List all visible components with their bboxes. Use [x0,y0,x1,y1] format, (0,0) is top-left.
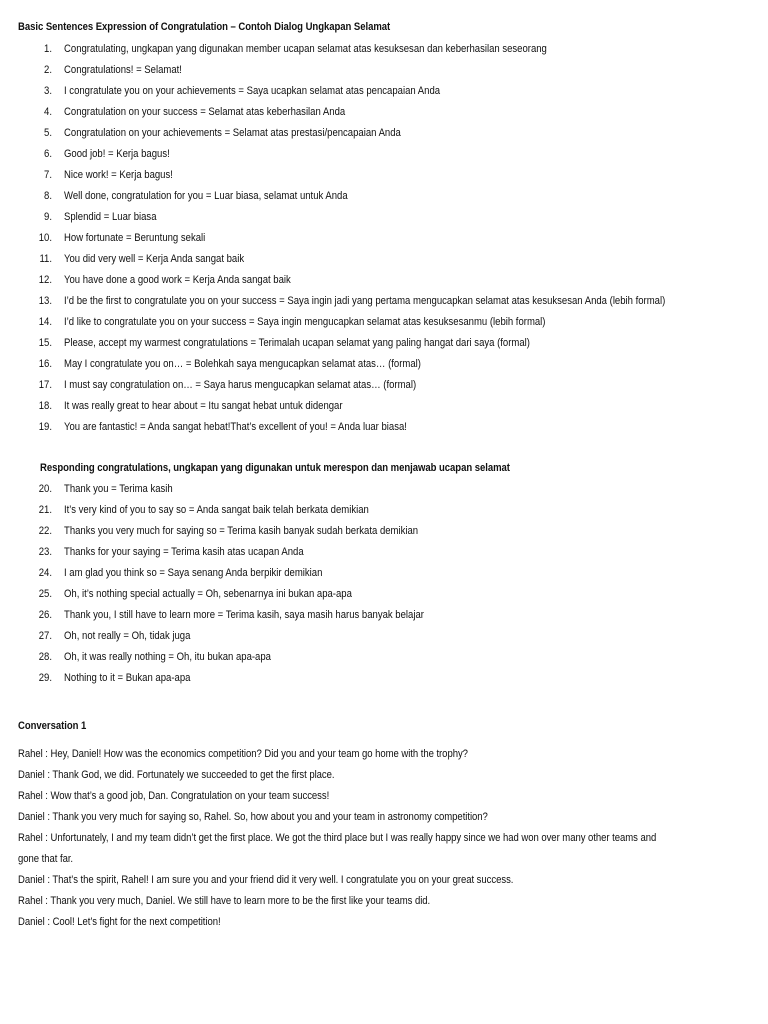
conversation-line: Daniel : Thank you very much for saying so, Rahel. So, how about you and your team in astronomy competition? [18,811,488,823]
expression-item-number: 4. [44,106,52,118]
expression-item-number: 18. [38,400,52,412]
expression-item-number: 13. [38,295,52,307]
expression-item-number: 16. [38,358,52,370]
conversation-line: Rahel : Hey, Daniel! How was the economics competition? Did you and your team go home with the trophy? [18,748,468,760]
responding-heading: Responding congratulations, ungkapan yang digunakan untuk merespon dan menjawab ucapan selamat [40,462,510,474]
expression-item-number: 9. [44,211,52,223]
expression-item-text: Congratulation on your success = Selamat atas keberhasilan Anda [64,106,346,118]
expression-item-text: Please, accept my warmest congratulations = Terimalah ucapan selamat yang paling hangat dari saya (formal) [64,337,530,349]
document-title: Basic Sentences Expression of Congratulation – Contoh Dialog Ungkapan Selamat [18,21,391,33]
response-item-number: 27. [38,630,52,642]
response-item-text: Oh, it was really nothing = Oh, itu bukan apa-apa [64,651,271,663]
response-item-number: 23. [38,546,52,558]
expression-item-number: 7. [44,169,52,181]
expression-item-number: 10. [38,232,52,244]
expression-item-text: Well done, congratulation for you = Luar biasa, selamat untuk Anda [64,190,348,202]
response-item-text: Oh, it’s nothing special actually = Oh, sebenarnya ini bukan apa-apa [64,588,352,600]
expression-item-number: 14. [38,316,52,328]
response-item-number: 25. [38,588,52,600]
response-item-text: I am glad you think so = Saya senang Anda berpikir demikian [64,567,323,579]
expression-item-text: How fortunate = Beruntung sekali [64,232,206,244]
expression-item-text: I must say congratulation on… = Saya harus mengucapkan selamat atas… (formal) [64,379,417,391]
expression-item-text: Splendid = Luar biasa [64,211,157,223]
expression-item-number: 1. [44,43,52,55]
response-item-text: Thanks for your saying = Terima kasih atas ucapan Anda [64,546,304,558]
expression-item-text: It was really great to hear about = Itu sangat hebat untuk didengar [64,400,343,412]
response-item-number: 20. [38,483,52,495]
expression-item-text: I congratulate you on your achievements = Saya ucapkan selamat atas pencapaian Anda [64,85,441,97]
expression-item-number: 17. [38,379,52,391]
expression-item-text: Congratulating, ungkapan yang digunakan member ucapan selamat atas kesuksesan dan keberhasilan seseorang [64,43,547,55]
expression-item-text: You did very well = Kerja Anda sangat baik [64,253,245,265]
response-item-number: 26. [38,609,52,621]
expression-item-text: Nice work! = Kerja bagus! [64,169,173,181]
conversation-line: Daniel : That’s the spirit, Rahel! I am sure you and your friend did it very well. I congratulate you on your great success. [18,874,514,886]
expression-item-text: I’d be the first to congratulate you on your success = Saya ingin jadi yang pertama mengucapkan selamat atas kesuksesan Anda (lebih formal) [64,295,666,307]
expression-item-text: Congratulation on your achievements = Selamat atas prestasi/pencapaian Anda [64,127,401,139]
expression-item-number: 5. [44,127,52,139]
expression-item-number: 11. [39,253,52,265]
expression-item-number: 3. [44,85,52,97]
response-item-text: Nothing to it = Bukan apa-apa [64,672,191,684]
response-item-number: 24. [38,567,52,579]
response-item-text: Oh, not really = Oh, tidak juga [64,630,191,642]
expression-item-text: You are fantastic! = Anda sangat hebat!That’s excellent of you! = Anda luar biasa! [64,421,407,433]
expression-item-number: 12. [38,274,52,286]
conversation-line: Daniel : Thank God, we did. Fortunately we succeeded to get the first place. [18,769,335,781]
response-item-number: 21. [38,504,52,516]
response-item-text: Thank you, I still have to learn more = Terima kasih, saya masih harus banyak belajar [64,609,424,621]
expression-item-text: You have done a good work = Kerja Anda sangat baik [64,274,291,286]
conversation-line: Daniel : Cool! Let’s fight for the next competition! [18,916,221,928]
expression-item-number: 15. [38,337,52,349]
response-item-text: Thanks you very much for saying so = Terima kasih banyak sudah berkata demikian [64,525,419,537]
expression-item-text: May I congratulate you on… = Bolehkah saya mengucapkan selamat atas… (formal) [64,358,421,370]
conversation-heading: Conversation 1 [18,720,87,732]
response-item-number: 29. [38,672,52,684]
conversation-line: Rahel : Thank you very much, Daniel. We still have to learn more to be the first like your teams did. [18,895,431,907]
response-item-text: It’s very kind of you to say so = Anda sangat baik telah berkata demikian [64,504,369,516]
expression-item-text: Good job! = Kerja bagus! [64,148,170,160]
expression-item-number: 19. [38,421,52,433]
expression-item-number: 8. [44,190,52,202]
expression-item-number: 6. [44,148,52,160]
expression-item-text: I’d like to congratulate you on your success = Saya ingin mengucapkan selamat atas kesuksesanmu (lebih formal) [64,316,546,328]
conversation-line: Rahel : Wow that’s a good job, Dan. Congratulation on your team success! [18,790,330,802]
response-item-number: 28. [38,651,52,663]
expression-item-text: Congratulations! = Selamat! [64,64,182,76]
conversation-line: gone that far. [18,853,74,865]
conversation-line: Rahel : Unfortunately, I and my team didn’t get the first place. We got the third place but I was really happy since we had won over many other teams and [18,832,657,844]
response-item-text: Thank you = Terima kasih [64,483,173,495]
expression-item-number: 2. [44,64,52,76]
response-item-number: 22. [38,525,52,537]
